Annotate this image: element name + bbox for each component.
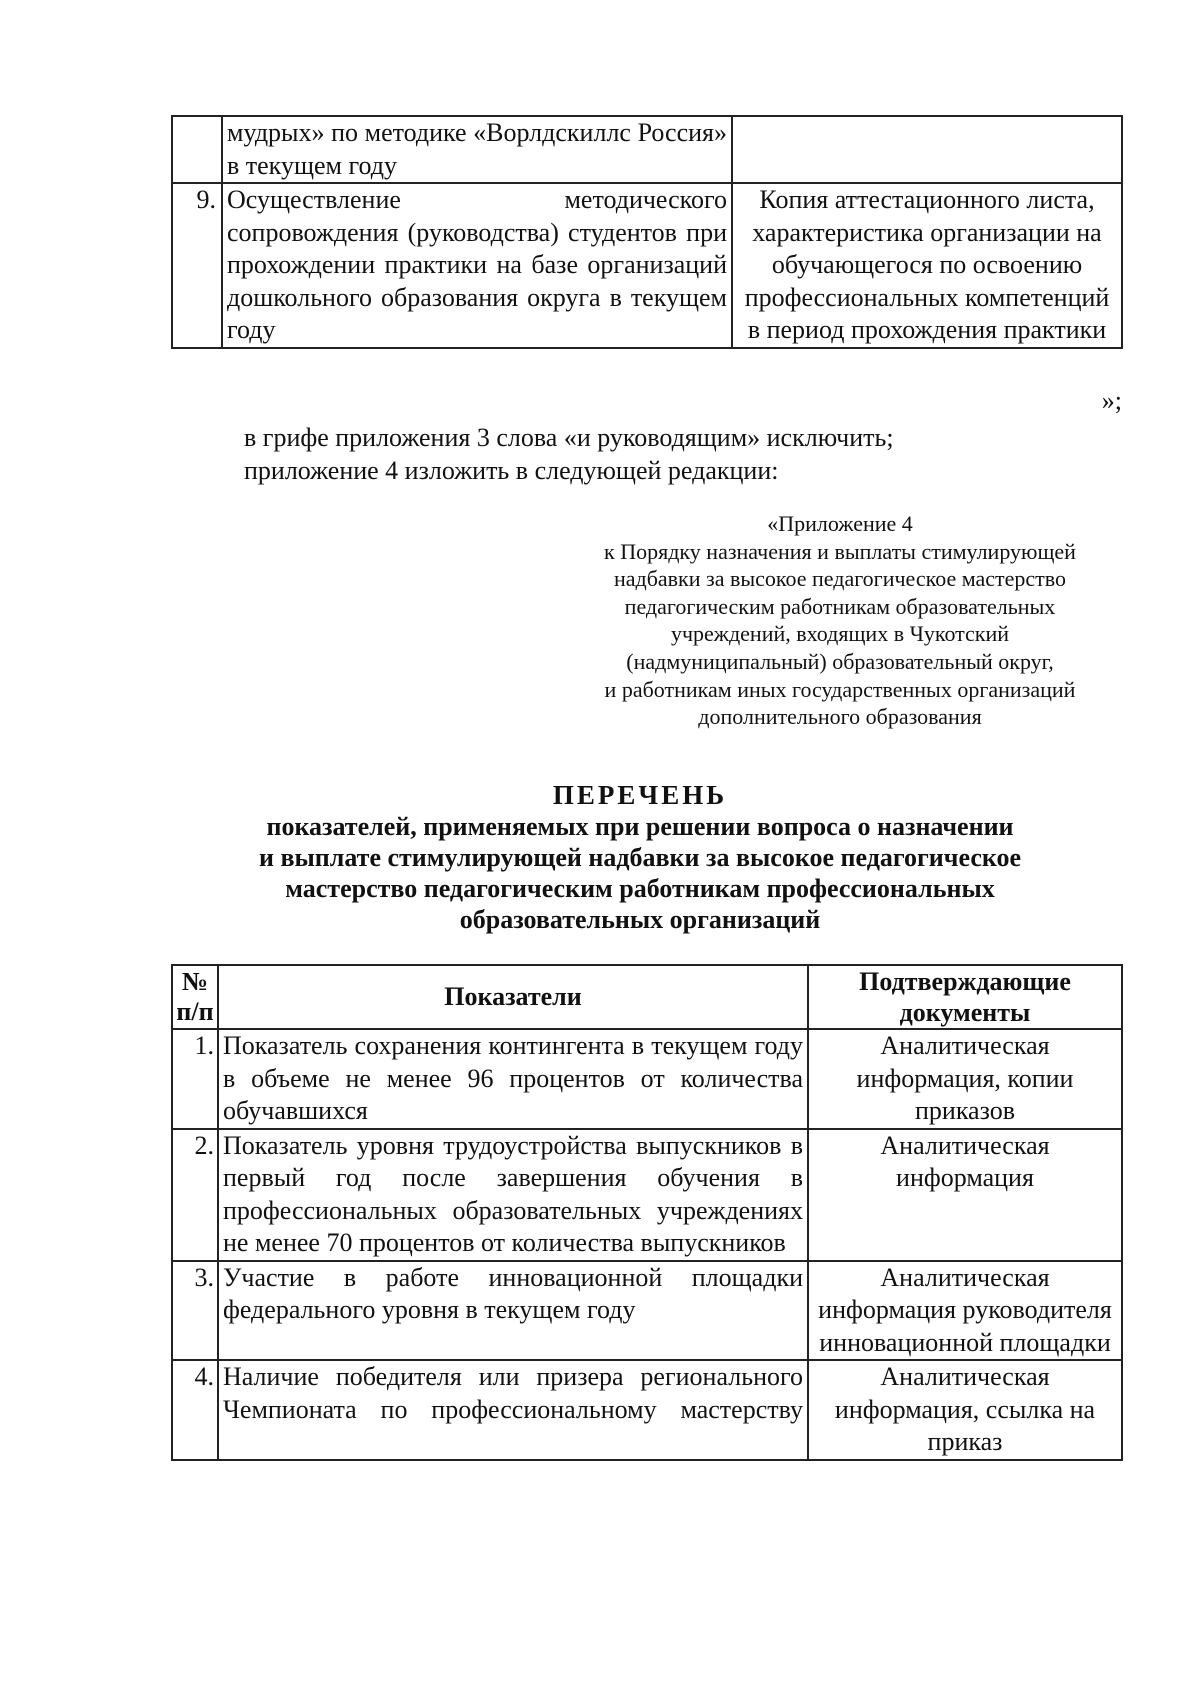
header-number: № п/п (172, 965, 218, 1029)
table-row (172, 1129, 1122, 1261)
amendment-paragraph-1: в грифе приложения 3 слова «и руководящим» исключить; (244, 423, 894, 452)
documents-cell (732, 116, 1122, 183)
documents-cell: Аналитическая информация (808, 1129, 1122, 1261)
appendix-grif (560, 510, 1120, 731)
grif-line: педагогическим работникам образовательных (624, 593, 1056, 619)
amendment-paragraph-2: приложение 4 изложить в следующей редакции: (244, 456, 779, 485)
row-number: 9. (172, 183, 222, 348)
grif-line: и работникам иных государственных организаций (604, 676, 1076, 702)
indicator-cell: Показатель уровня трудоустройства выпускников в первый год после завершения обучения в профессиональных образовательных учреждениях не менее 70 процентов от количества выпускников (218, 1129, 808, 1261)
heading-title: ПЕРЕЧЕНЬ (552, 780, 728, 810)
row-number: 1. (172, 1029, 218, 1129)
indicator-cell: Наличие победителя или призера регионального Чемпионата по профессиональному мастерству (218, 1360, 808, 1460)
documents-cell: Аналитическая информация, копии приказов (808, 1029, 1122, 1129)
grif-line: к Порядку назначения и выплаты стимулирующей (604, 538, 1076, 564)
previous-indicators-table (171, 115, 1123, 349)
heading-line: и выплате стимулирующей надбавки за высокое педагогическое (258, 843, 1022, 872)
indicators-table (171, 964, 1123, 1461)
indicator-cell: мудрых» по методике «Ворлдскиллс Россия» в текущем году (222, 116, 732, 183)
documents-cell: Аналитическая информация, ссылка на приказ (808, 1360, 1122, 1460)
heading-line: образовательных организаций (459, 905, 821, 934)
grif-line: дополнительного образования (698, 704, 982, 730)
row-number: 3. (172, 1261, 218, 1361)
documents-cell: Аналитическая информация руководителя инновационной площадки (808, 1261, 1122, 1361)
grif-line: учреждений, входящих в Чукотский (670, 621, 1010, 647)
list-heading (160, 780, 1120, 935)
indicator-cell: Осуществление методического сопровождения (руководства) студентов при прохождении практики на базе организаций дошкольного образования округа в текущем году (222, 183, 732, 348)
indicator-cell: Участие в работе инновационной площадки федерального уровня в текущем году (218, 1261, 808, 1361)
header-indicators: Показатели (218, 965, 808, 1029)
table-row (172, 1360, 1122, 1460)
table-row (172, 1261, 1122, 1361)
closing-quote-mark: »; (1101, 386, 1122, 415)
row-number: 2. (172, 1129, 218, 1261)
heading-line: показателей, применяемых при решении вопроса о назначении (266, 812, 1014, 841)
table-row (172, 183, 1122, 348)
grif-line: надбавки за высокое педагогическое мастерство (613, 566, 1067, 592)
grif-line: (надмуниципальный) образовательный округ, (626, 648, 1054, 674)
table-row (172, 1029, 1122, 1129)
grif-line: «Приложение 4 (767, 511, 913, 536)
table-row (172, 116, 1122, 183)
table-header-row (172, 965, 1122, 1029)
header-documents: Подтверждающие документы (808, 965, 1122, 1029)
heading-line: мастерство педагогическим работникам профессиональных (285, 874, 995, 903)
row-number: 4. (172, 1360, 218, 1460)
documents-cell: Копия аттестационного листа, характеристика организации на обучающегося по освоению профессиональных компетенций в период прохождения практики (732, 183, 1122, 348)
indicator-cell: Показатель сохранения контингента в текущем году в объеме не менее 96 процентов от количества обучавшихся (218, 1029, 808, 1129)
row-number (172, 116, 222, 183)
